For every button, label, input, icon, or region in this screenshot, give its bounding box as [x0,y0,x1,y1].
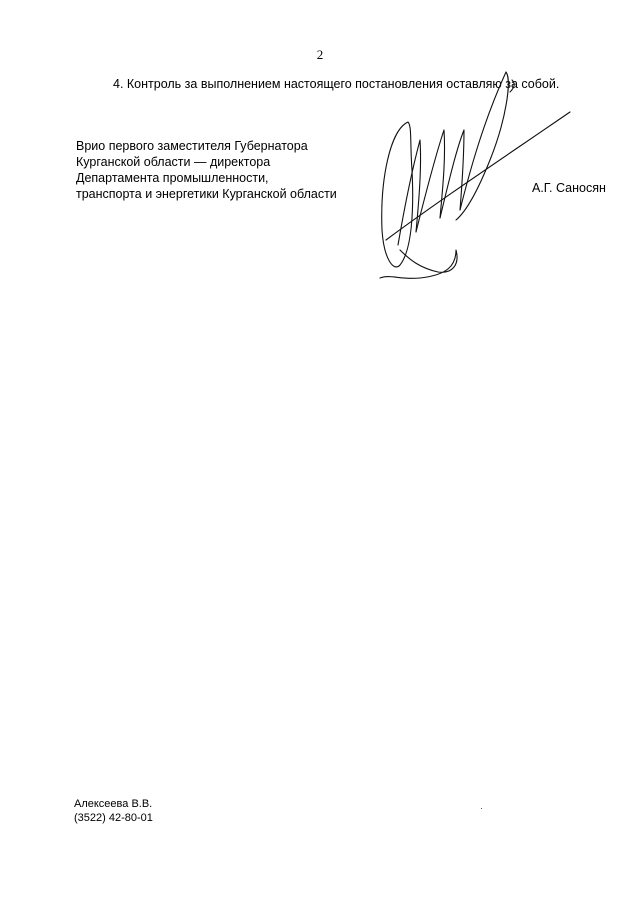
position-line-1: Врио первого заместителя Губернатора [76,139,308,153]
executor-info [74,797,153,825]
executor-phone: (3522) 42-80-01 [74,812,153,824]
position-line-4: транспорта и энергетики Курганской области [76,187,337,201]
signatory-name: А.Г. Саносян [532,181,606,195]
handwritten-signature [360,60,580,285]
page-number: 2 [316,47,324,62]
position-line-3: Департамента промышленности, [76,171,269,185]
executor-name: Алексеева В.В. [74,798,153,810]
stray-mark [481,808,482,809]
control-paragraph: 4. Контроль за выполнением настоящего постановления оставляю за собой. [113,77,560,91]
signatory-position [76,138,337,202]
position-line-2: Курганской области — директора [76,155,271,169]
